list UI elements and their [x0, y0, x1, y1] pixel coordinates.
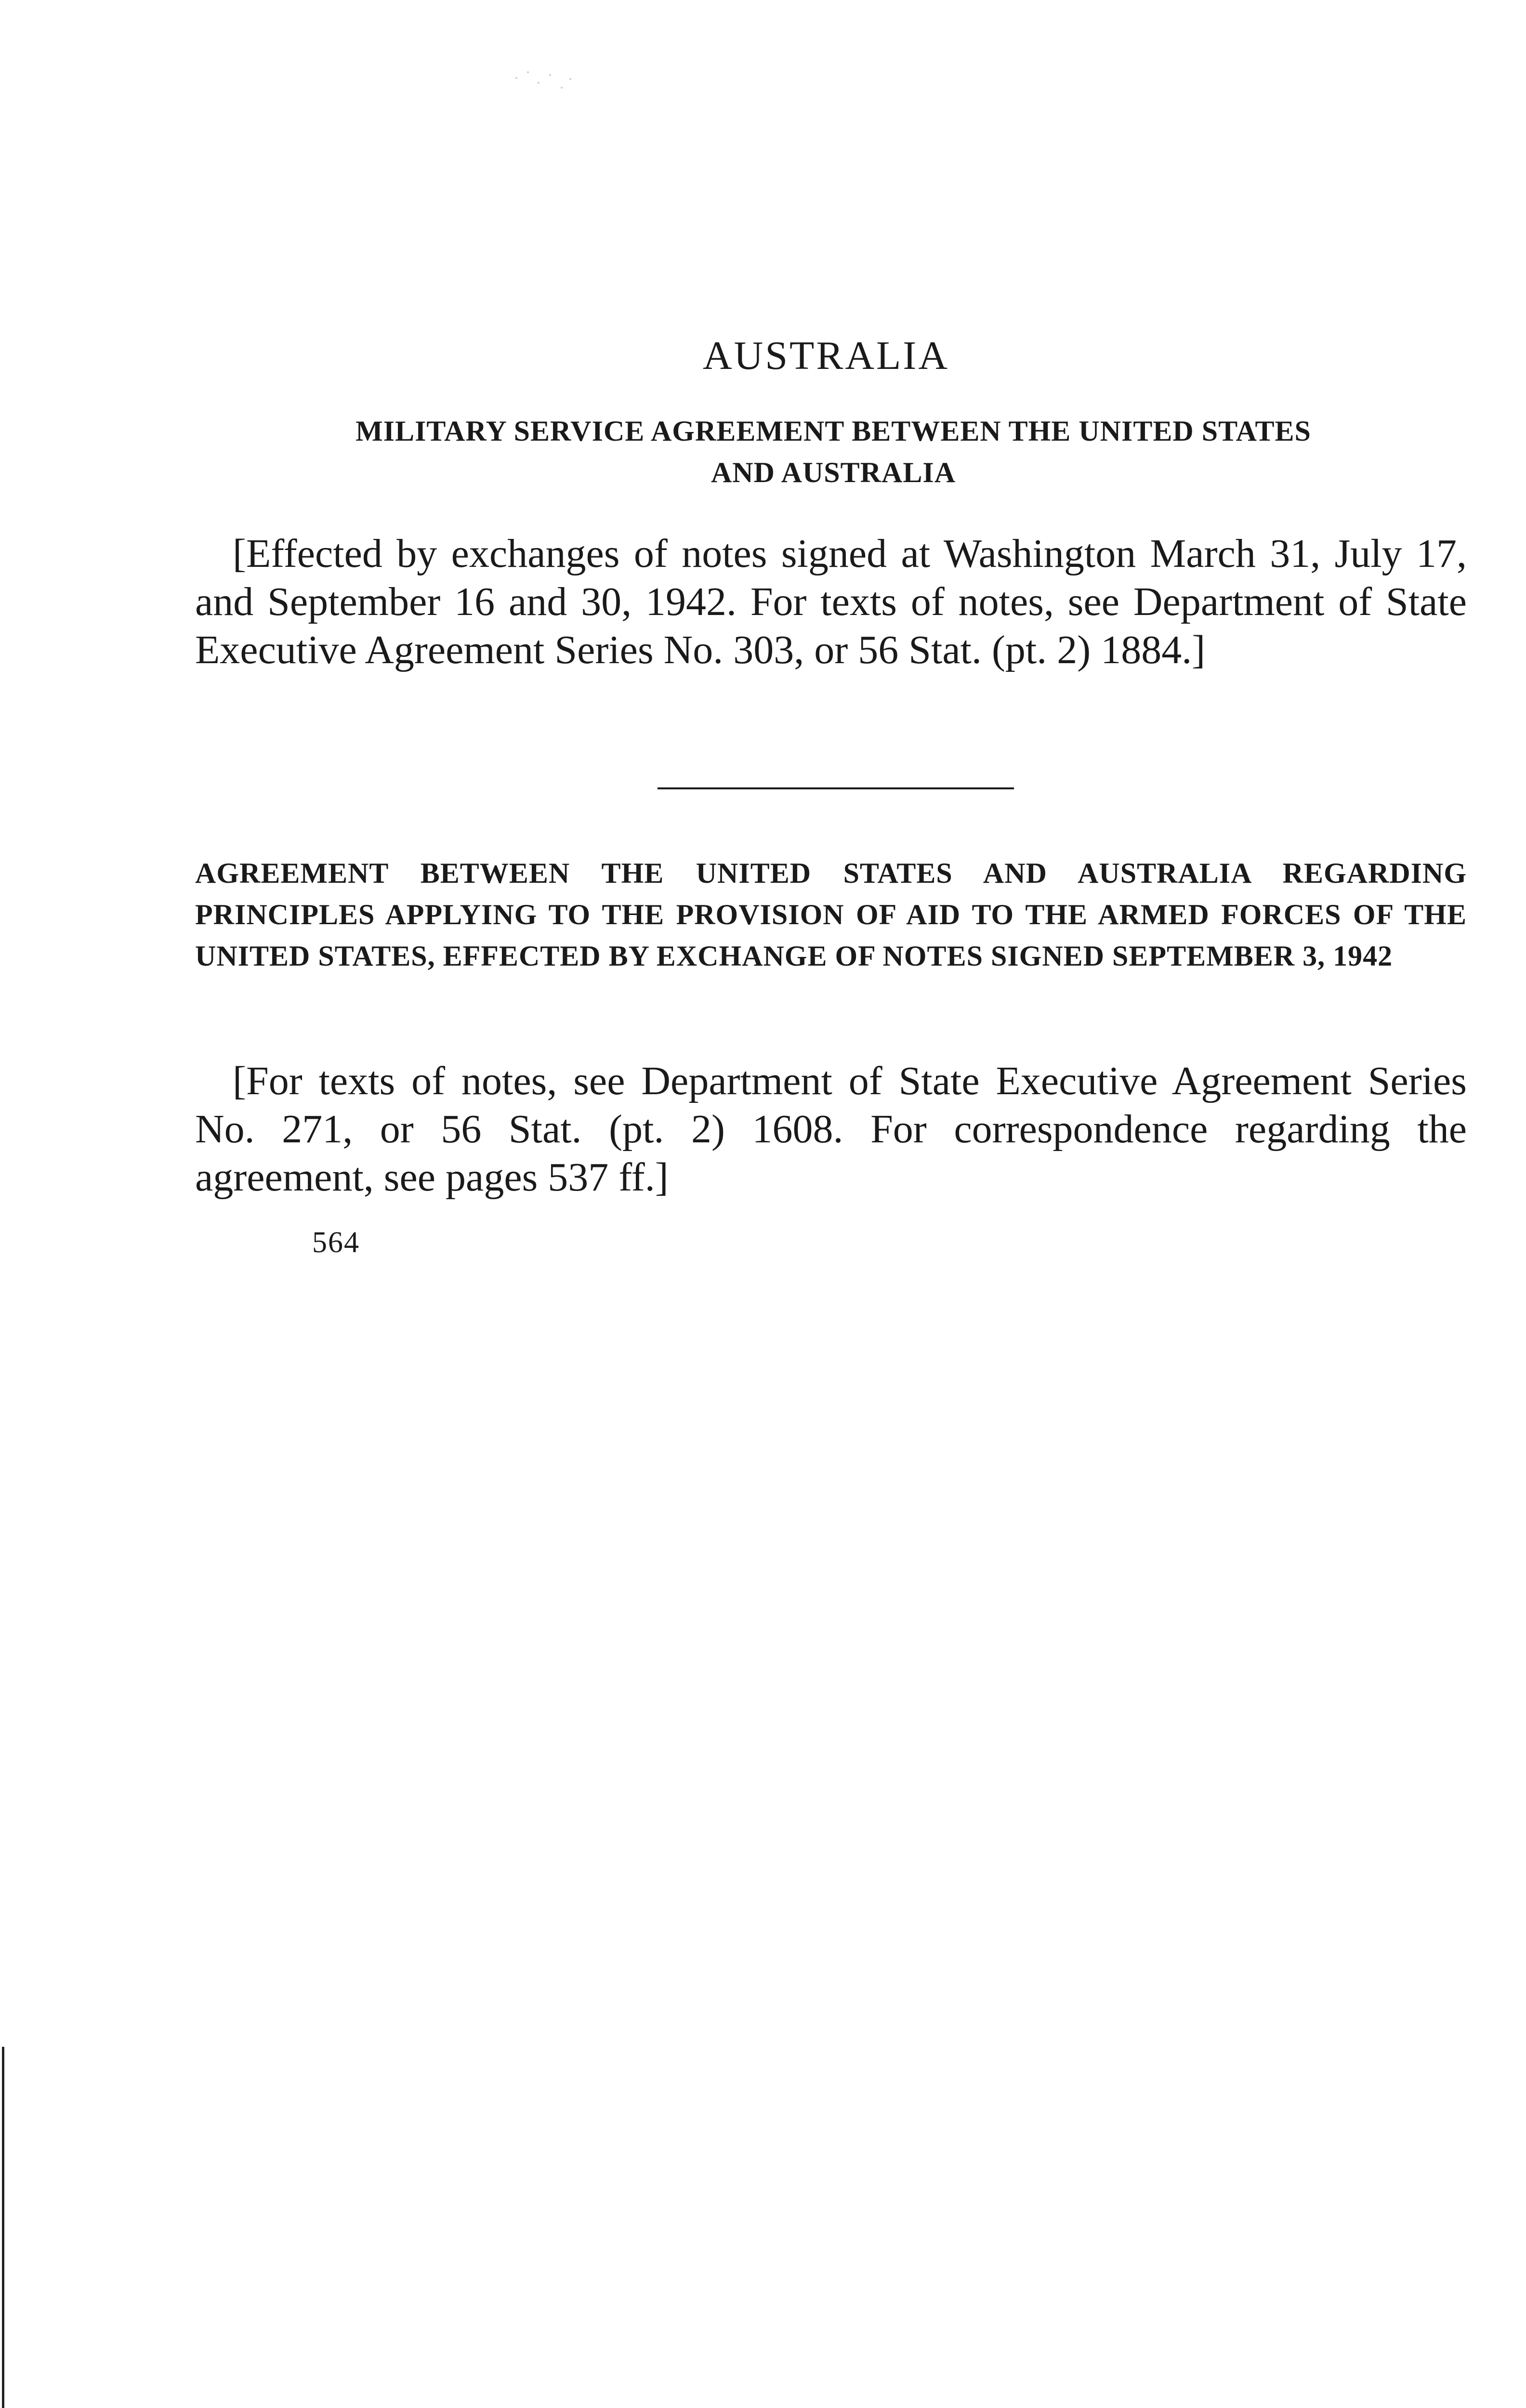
heading-line-1: MILITARY SERVICE AGREEMENT BETWEEN THE UNITED STATES	[355, 415, 1311, 447]
scan-edge-line	[2, 2047, 4, 2408]
note-text: [For texts of notes, see Department of State Executive Agreement Series No. 271, or 56 Stat. (pt. 2) 1608. For correspondence regarding the agreement, see pages 537 ff.]	[195, 1059, 1467, 1200]
military-service-agreement-note	[195, 530, 1467, 674]
aid-agreement-note	[195, 1057, 1467, 1202]
heading-line-2: AND AUSTRALIA	[710, 457, 956, 488]
page-number: 564	[312, 1226, 360, 1259]
military-service-agreement-heading	[222, 410, 1445, 493]
aid-agreement-heading: AGREEMENT BETWEEN THE UNITED STATES AND AUSTRALIA REGARDING PRINCIPLES APPLYING TO THE PROVISION OF AID TO THE ARMED FORCES OF THE UNITED STATES, EFFECTED BY EXCHANGE OF NOTES SIGNED SEPTEMBER 3, 1942	[195, 857, 1467, 972]
section-divider	[658, 787, 1014, 789]
scan-speck-mark	[511, 67, 578, 96]
note-text: [Effected by exchanges of notes signed at Washington March 31, July 17, and September 16 and 30, 1942. For texts of notes, see Department of State Executive Agreement Series No. 303, or 56 Stat. (pt. 2) 1884.]	[195, 531, 1467, 672]
country-title: AUSTRALIA	[703, 333, 949, 378]
